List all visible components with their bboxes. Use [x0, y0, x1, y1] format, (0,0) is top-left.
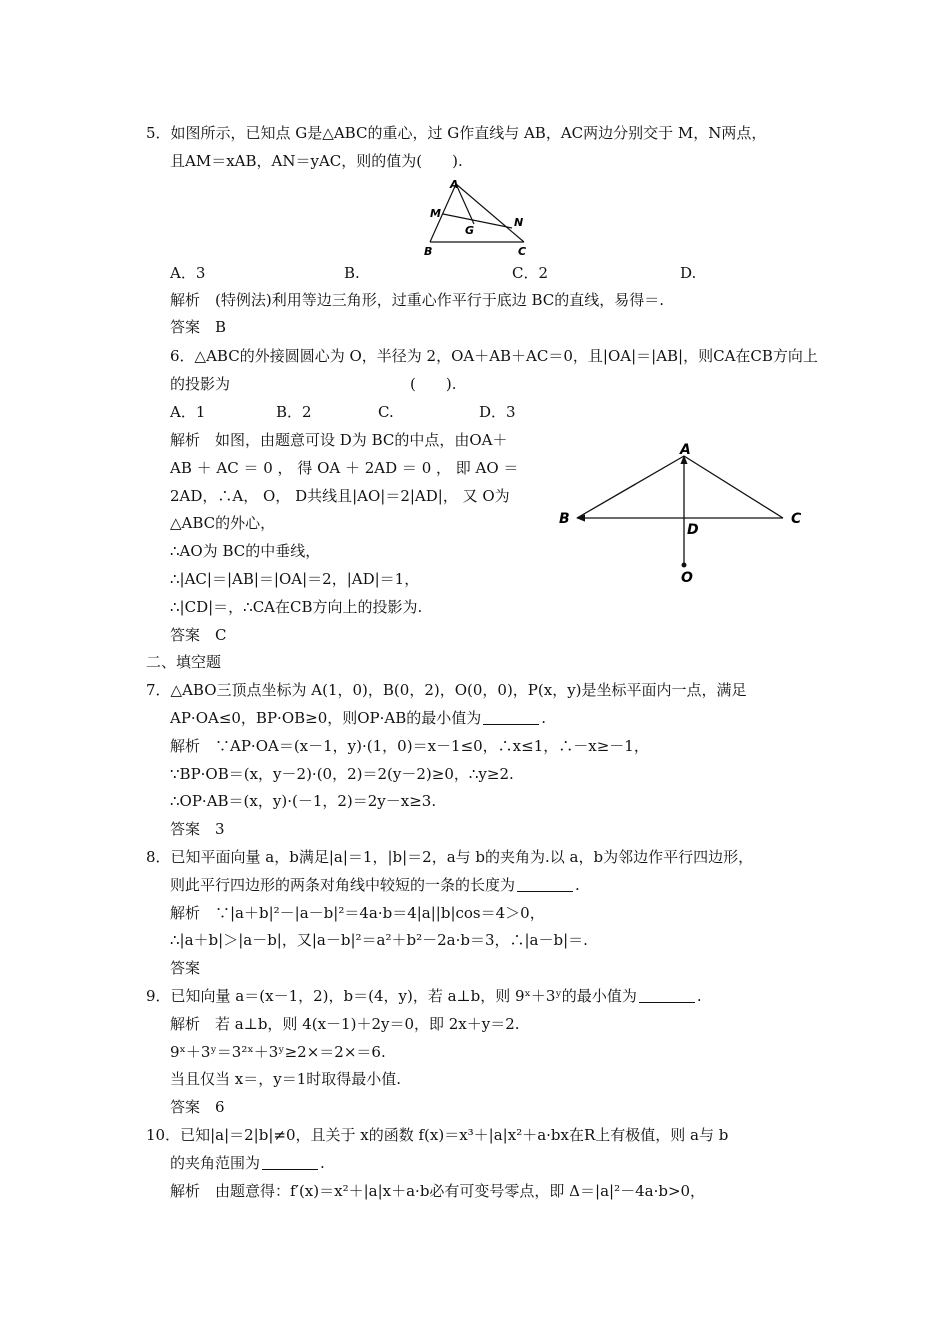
q7-analysis-line3: ∴OP·AB＝(x，y)·(－1，2)＝2y－x≥3. — [170, 792, 437, 810]
q9-analysis-line2: 9ˣ＋3ʸ＝3²ˣ＋3ʸ≥2×＝2×＝6. — [170, 1043, 386, 1061]
q6-analysis-line2: AB ＋ AC ＝ 0 ， 得 OA ＋ 2AD ＝ 0 ， 即 AO ＝ — [170, 459, 519, 477]
q6-label-o: O — [681, 570, 693, 586]
q9-stem-line1 — [146, 986, 702, 1006]
q9-answer-blank — [639, 988, 695, 1003]
q6-option-d: D．3 — [479, 403, 516, 421]
q9-answer: 答案 6 — [170, 1098, 225, 1116]
q5-label-a: A — [450, 178, 459, 191]
q10-stem-end: . — [320, 1154, 325, 1172]
section-fill-in-heading: 二、填空题 — [146, 653, 222, 671]
q6-label-c: C — [791, 511, 802, 527]
q6-analysis-line1: 解析 如图，由题意可设 D为 BC的中点，由OA＋ — [170, 431, 508, 449]
q8-stem-text: 则此平行四边形的两条对角线中较短的一条的长度为 — [170, 876, 516, 894]
q6-option-a: A．1 — [170, 403, 206, 421]
q10-analysis: 解析 由题意得：f′(x)＝x²＋|a|x＋a·b必有可变号零点，即 Δ＝|a|²－4a·b>0， — [170, 1182, 706, 1200]
q5-label-m: M — [430, 207, 441, 220]
q10-answer-blank — [262, 1155, 318, 1170]
q5-triangle-figure — [420, 176, 540, 262]
q5-line-mn — [443, 214, 512, 228]
q8-answer: 答案 — [170, 959, 201, 977]
q7-stem-line2 — [170, 708, 546, 728]
q5-option-a: A．3 — [170, 264, 206, 282]
q10-stem-line1: 10．已知|a|＝2|b|≠0，且关于 x的函数 f(x)＝x³＋|a|x²＋a·bx在R上有极值，则 a与 b — [146, 1126, 729, 1144]
q10-stem-line2 — [170, 1153, 325, 1173]
q8-answer-blank — [517, 877, 573, 892]
q6-triangle-figure — [555, 440, 815, 586]
q6-label-b: B — [559, 511, 570, 527]
q6-analysis-line4: △ABC的外心， — [170, 514, 276, 532]
q7-stem-text: AP·OA≤0，BP·OB≥0，则OP·AB的最小值为 — [170, 709, 482, 727]
q7-analysis-line1: 解析 ∵AP·OA＝(x－1，y)·(1，0)＝x－1≤0，∴x≤1，∴－x≥－1， — [170, 737, 649, 755]
q5-analysis: 解析 (特例法)利用等边三角形，过重心作平行于底边 BC的直线，易得＝. — [170, 291, 665, 309]
q9-analysis-line3: 当且仅当 x＝，y＝1时取得最小值. — [170, 1070, 402, 1088]
q6-analysis-line7: ∴|CD|＝，∴CA在CB方向上的投影为. — [170, 598, 423, 616]
q8-stem-line1: 8．已知平面向量 a，b满足|a|＝1，|b|＝2，a与 b的夹角为.以 a，b为邻边作平行四边形， — [146, 848, 754, 866]
q7-answer: 答案 3 — [170, 820, 225, 838]
q5-option-d: D. — [680, 264, 697, 282]
q6-segment-ac — [684, 456, 783, 518]
q7-stem-end: . — [541, 709, 547, 727]
q10-stem-text: 的夹角范围为 — [170, 1154, 261, 1172]
q5-stem-line2: 且AM＝xAB，AN＝yAC，则的值为( ). — [170, 152, 463, 170]
q8-stem-end: . — [575, 876, 580, 894]
q6-stem-line1: 6．△ABC的外接圆圆心为 O，半径为 2，OA＋AB＋AC＝0，且|OA|＝|AB|，则CA在CB方向上 — [170, 347, 818, 365]
q7-stem-line1: 7．△ABO三顶点坐标为 A(1，0)，B(0，2)，O(0，0)，P(x，y)是坐标平面内一点，满足 — [146, 681, 747, 699]
q6-answer: 答案 C — [170, 626, 227, 644]
q5-label-c: C — [518, 245, 527, 258]
q6-option-b: B．2 — [276, 403, 312, 421]
q8-analysis-line2: ∴|a＋b|＞|a－b|，又|a－b|²＝a²＋b²－2a·b＝3，∴|a－b|＝. — [170, 931, 588, 949]
q6-segment-ab — [577, 456, 684, 518]
q5-stem-line1: 5．如图所示，已知点 G是△ABC的重心，过 G作直线与 AB，AC两边分别交于 M，N两点， — [146, 124, 767, 142]
q5-option-b: B. — [344, 264, 360, 282]
q5-answer: 答案 B — [170, 318, 227, 336]
q9-stem-end: . — [696, 987, 702, 1005]
q5-label-b: B — [424, 245, 433, 258]
q6-analysis-line3: 2AD，∴A， O， D共线且|AO|＝2|AD|， 又 O为 — [170, 487, 510, 505]
q6-point-o — [682, 563, 687, 568]
q6-analysis-line5: ∴AO为 BC的中垂线， — [170, 542, 321, 560]
q6-analysis-line6: ∴|AC|＝|AB|＝|OA|＝2，|AD|＝1， — [170, 570, 420, 588]
q7-analysis-line2: ∵BP·OB＝(x，y－2)·(0，2)＝2(y－2)≥0，∴y≥2. — [170, 765, 514, 783]
q5-option-c: C．2 — [512, 264, 549, 282]
q9-stem-text: 9．已知向量 a＝(x－1，2)，b＝(4，y)，若 a⊥b，则 9ˣ＋3ʸ的最小值为 — [146, 987, 637, 1005]
q7-answer-blank — [483, 710, 539, 725]
q5-label-n: N — [514, 216, 524, 229]
q6-stem-line2: 的投影为 ( ). — [170, 375, 457, 393]
q6-label-d: D — [687, 522, 699, 538]
q6-label-a: A — [680, 442, 691, 458]
q8-stem-line2 — [170, 875, 580, 895]
q6-option-c: C. — [378, 403, 394, 421]
q8-analysis-line1: 解析 ∵|a＋b|²－|a－b|²＝4a·b＝4|a||b|cos＝4＞0， — [170, 904, 545, 922]
q9-analysis-line1: 解析 若 a⊥b，则 4(x－1)＋2y＝0，即 2x＋y＝2. — [170, 1015, 520, 1033]
q5-label-g: G — [465, 224, 475, 237]
